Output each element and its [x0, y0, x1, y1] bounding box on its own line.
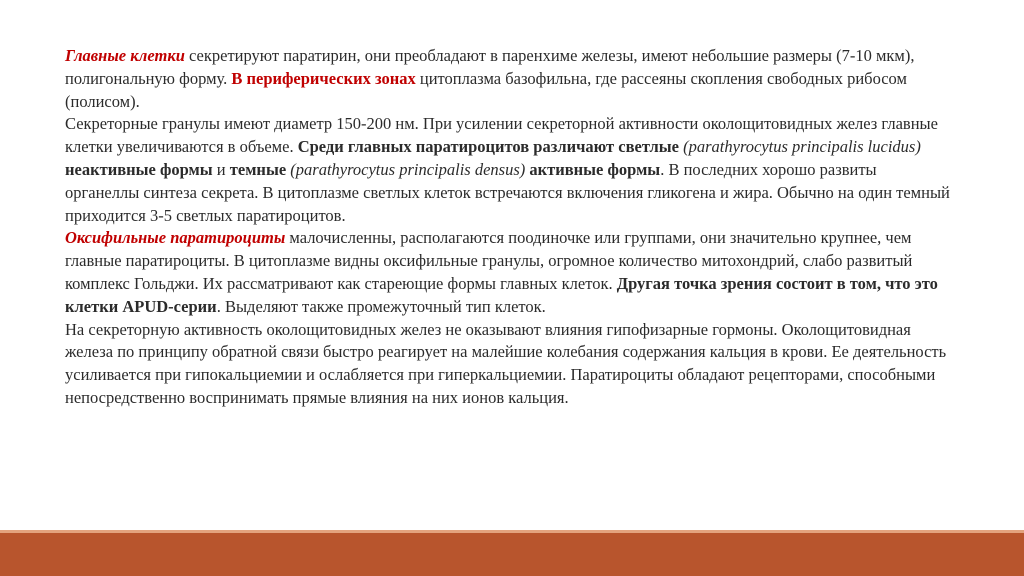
term-peripheral-zones: В периферических зонах — [231, 68, 416, 88]
latin-term-densus: (parathyrocytus principalis densus) — [286, 159, 526, 179]
emphasis-inactive-forms: неактивные формы — [65, 159, 213, 179]
term-oxyphil-cells: Оксифильные паратироциты — [65, 228, 286, 248]
text-run: . Выделяют также промежуточный тип клеток. — [216, 296, 546, 316]
text-run: и — [212, 159, 230, 179]
paragraph-oxyphil-cells — [65, 227, 955, 318]
term-chief-cells: Главные клетки — [65, 46, 185, 65]
text-run: малочисленны, располагаются поодиночке или группами, они значительно крупнее, чем главные паратироциты. В цитоплазме видны оксифильные гранулы, огромное количество митохондрий, слабо развитый комплекс Гольджи. Их рассматривают как стареющие формы главных клеток. — [65, 228, 913, 293]
emphasis-apud: Другая точка зрения состоит в том, что это клетки APUD-серии — [65, 273, 938, 316]
paragraph-secretory-granules — [65, 113, 955, 227]
text-run: Секреторные гранулы имеют диаметр 150-200 нм. При усилении секреторной активности околощитовидных желез главные клетки увеличиваются в объеме. — [65, 114, 938, 157]
paragraph-regulation — [65, 319, 955, 410]
text-run: цитоплазма базофильна, где рассеяны скопления свободных рибосом (полисом). — [65, 68, 907, 111]
latin-term-lucidus: (parathyrocytus principalis lucidus) — [679, 137, 921, 157]
footer-band — [0, 533, 1024, 576]
paragraph-chief-cells — [65, 45, 955, 113]
text-run: . В последних хорошо развиты органеллы синтеза секрета. В цитоплазме светлых клеток встречаются включения гликогена и жира. Обычно на один темный приходится 3-5 светлых паратироцитов. — [65, 159, 950, 225]
emphasis-dark-cells: темные — [229, 159, 287, 179]
text-run: На секреторную активность околощитовидных желез не оказывают влияния гипофизарные гормоны. Околощитовидная железа по принципу обратной связи быстро реагирует на малейшие колебания содержания кальция в крови. Ее деятельность усиливается при гипокальциемии и ослабляется при гиперкальциемии. Паратироциты обладают рецепторами, способными непосредственно воспринимать прямые влияния на них ионов кальция. — [65, 319, 947, 407]
slide-text — [65, 45, 955, 410]
emphasis-active-forms: активные формы — [529, 159, 661, 179]
emphasis-light-cells: Среди главных паратироцитов различают светлые — [297, 137, 679, 157]
text-run: секретируют паратирин, они преобладают в паренхиме железы, имеют небольшие размеры (7-10 мкм), полигональную форму. — [65, 46, 915, 88]
